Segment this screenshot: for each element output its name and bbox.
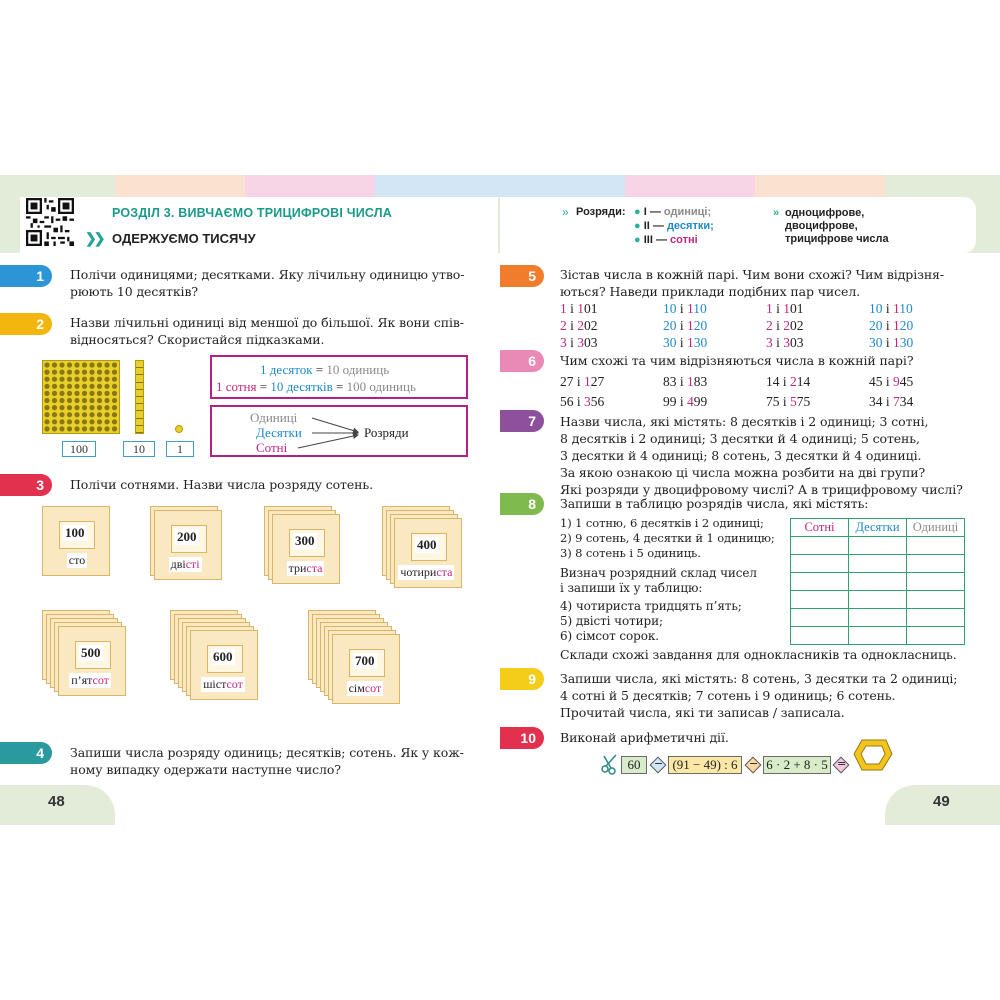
col-tens: Десятки bbox=[849, 519, 907, 537]
color-strip bbox=[0, 175, 115, 197]
ranks-label: Розряди: bbox=[576, 206, 626, 218]
header-panel-right bbox=[500, 197, 976, 253]
card-word: двісті bbox=[170, 557, 200, 571]
card-number: 400 bbox=[417, 537, 437, 552]
table-row[interactable] bbox=[791, 591, 965, 609]
table-row[interactable] bbox=[791, 627, 965, 645]
color-strip bbox=[885, 175, 1000, 197]
task-8-badge: 8 bbox=[500, 493, 544, 515]
gutter bbox=[498, 197, 500, 253]
color-strip bbox=[115, 175, 245, 197]
expr-2: 6 · 2 + 8 · 5 bbox=[763, 756, 831, 774]
number-pair: 30 і 130 bbox=[869, 335, 914, 350]
task-4-text: Запиши числа розряду одиниць; десятків; сотень. Як у кож- ному випадку одержати наступне число? bbox=[70, 745, 464, 777]
label-10: 10 bbox=[123, 441, 155, 457]
table-row[interactable] bbox=[791, 573, 965, 591]
page-number-right: 49 bbox=[933, 793, 950, 810]
task-1-badge: 1 bbox=[0, 265, 52, 287]
number-pair: 27 і 127 bbox=[560, 374, 605, 389]
rank-2: ● ІІ — десятки; bbox=[634, 220, 714, 232]
task-3-badge: 3 bbox=[0, 474, 52, 496]
hundred-card bbox=[58, 626, 126, 696]
task-2-text: Назви лічильні одиниці від меншої до більшої. Як вони спів- відносяться? Скористайся підказками. bbox=[70, 315, 464, 347]
task-3-text: Полічи сотнями. Назви числа розряду сотень. bbox=[70, 477, 373, 492]
unit-cube bbox=[175, 425, 183, 433]
number-pair: 99 і 499 bbox=[663, 394, 708, 409]
label-1: 1 bbox=[166, 441, 194, 457]
qr-code-icon[interactable] bbox=[26, 198, 74, 246]
section-title: РОЗДІЛ 3. ВИВЧАЄМО ТРИЦИФРОВІ ЧИСЛА bbox=[112, 206, 393, 220]
page-number-left: 48 bbox=[48, 793, 65, 810]
color-strip bbox=[755, 175, 885, 197]
number-pair: 3 і 303 bbox=[766, 335, 804, 350]
expr-1: (91 − 49) : 6 bbox=[668, 756, 742, 774]
task-5-badge: 5 bbox=[500, 265, 544, 287]
number-pair: 1 і 101 bbox=[560, 301, 598, 316]
hundred-card bbox=[42, 506, 110, 576]
card-word: сімсот bbox=[348, 681, 382, 695]
hundred-card bbox=[272, 514, 340, 584]
number-pair: 34 і 734 bbox=[869, 394, 914, 409]
hundred-card bbox=[394, 518, 462, 588]
card-word: шістсот bbox=[203, 677, 243, 691]
table-row[interactable] bbox=[791, 609, 965, 627]
number-pair: 2 і 202 bbox=[560, 318, 598, 333]
number-pair: 3 і 303 bbox=[560, 335, 598, 350]
task-6-badge: 6 bbox=[500, 350, 544, 372]
task-8-final: Склади схожі завдання для однокласників та однокласниць. bbox=[560, 647, 957, 662]
card-word: триста bbox=[288, 561, 323, 575]
task-9-badge: 9 bbox=[500, 668, 544, 690]
task-8-items2: 4) чотириста тридцять п’ять; 5) двісті чотири; 6) сімсот сорок. bbox=[560, 599, 742, 643]
ten-rod bbox=[135, 360, 144, 434]
number-pair: 56 і 356 bbox=[560, 394, 605, 409]
number-pair: 10 і 110 bbox=[869, 301, 913, 316]
color-strip bbox=[245, 175, 375, 197]
task-5-text: Зістав числа в кожній парі. Чим вони схожі? Чим відрізня- ються? Наведи приклади подібних пар чисел. bbox=[560, 267, 944, 299]
rank-3: ● ІІІ — сотні bbox=[634, 234, 698, 246]
chevron-icon: » bbox=[773, 207, 780, 219]
frame-icon bbox=[852, 736, 894, 774]
number-pair: 45 і 945 bbox=[869, 374, 914, 389]
number-pair: 14 і 214 bbox=[766, 374, 811, 389]
number-pair: 20 і 120 bbox=[663, 318, 708, 333]
task-8-items: 1) 1 сотню, 6 десятків і 2 одиниці; 2) 9 сотень, 4 десятки й 1 одиницю; 3) 8 сотень і 5 одиниць. bbox=[560, 516, 775, 560]
number-pair: 2 і 202 bbox=[766, 318, 804, 333]
hundred-flat bbox=[42, 360, 120, 434]
hundred-card bbox=[332, 634, 400, 704]
hint-ranks: Одиниці Десятки Сотні Розряди bbox=[210, 405, 468, 457]
number-pair: 1 і 101 bbox=[766, 301, 804, 316]
card-word: п’ятсот bbox=[71, 673, 109, 687]
task-8-mid: Визнач розрядний склад чисел і запиши їх у таблицю: bbox=[560, 566, 757, 595]
card-number: 300 bbox=[295, 533, 315, 548]
digit-types: » одноцифрове, двоцифрове, трицифрове числа bbox=[773, 207, 889, 245]
task-2-badge: 2 bbox=[0, 313, 52, 335]
card-word: чотириста bbox=[400, 565, 453, 579]
task-6-text: Чим схожі та чим відрізняються числа в кожній парі? bbox=[560, 353, 914, 368]
rank-1: ● І — одиниці; bbox=[634, 206, 712, 218]
ranks-table[interactable] bbox=[790, 518, 965, 645]
task-10-badge: 10 bbox=[500, 727, 544, 749]
task-4-badge: 4 bbox=[0, 742, 52, 764]
task-7-badge: 7 bbox=[500, 410, 544, 432]
col-ones: Одиниці bbox=[907, 519, 965, 537]
label-100: 100 bbox=[62, 441, 96, 457]
card-number: 600 bbox=[213, 649, 233, 664]
task-10-text: Виконай арифметичні дії. bbox=[560, 730, 729, 745]
ranks-table-header bbox=[791, 519, 965, 537]
number-pair: 83 і 183 bbox=[663, 374, 708, 389]
table-row[interactable] bbox=[791, 537, 965, 555]
task-8-intro: Запиши в таблицю розрядів числа, які містять: bbox=[560, 496, 869, 511]
card-word: сто bbox=[68, 553, 86, 567]
start-value: 60 bbox=[621, 756, 647, 774]
chevrons-icon: ❯❯ bbox=[85, 230, 103, 246]
hint-equalities: 1 десяток = 10 одиниць 1 сотня = 10 десятків = 100 одиниць bbox=[210, 355, 468, 399]
task-9-text: Запиши числа, які містять: 8 сотень, 3 десятки та 2 одиниці; 4 сотні й 5 десятків; 7 сотень і 9 одиниць; 6 сотень. Прочитай числа, які ти записав / записала. bbox=[560, 671, 958, 720]
number-pair: 75 і 575 bbox=[766, 394, 811, 409]
lesson-title: ОДЕРЖУЄМО ТИСЯЧУ bbox=[112, 231, 256, 246]
card-number: 700 bbox=[355, 653, 375, 668]
hundred-card bbox=[190, 630, 258, 700]
col-hundreds: Сотні bbox=[791, 519, 849, 537]
color-strip bbox=[375, 175, 625, 197]
number-pair: 30 і 130 bbox=[663, 335, 708, 350]
card-number: 500 bbox=[81, 645, 101, 660]
table-row[interactable] bbox=[791, 555, 965, 573]
number-pair: 10 і 110 bbox=[663, 301, 707, 316]
hundred-card bbox=[154, 510, 222, 580]
number-pair: 20 і 120 bbox=[869, 318, 914, 333]
scissors-icon bbox=[600, 753, 620, 775]
arrows-icon bbox=[212, 407, 470, 459]
card-number: 200 bbox=[177, 529, 197, 544]
task-7-text: Назви числа, які містять: 8 десятків і 2 одиниці; 3 сотні, 8 десятків і 2 одиниці; 3 десятки й 4 одиниці; 5 сотень, 3 десятки й 4 одиниці; 8 сотень, 3 десятки й 4 одиниці. За якою ознакою ці числа можна розбити на дві групи? Які розряди у двоцифровому числі? А в трицифровому числі? bbox=[560, 414, 963, 497]
card-number: 100 bbox=[65, 525, 85, 540]
chevron-icon: » bbox=[562, 205, 569, 219]
color-strip bbox=[625, 175, 755, 197]
task-1-text: Полічи одиницями; десятками. Яку лічильну одиницю утво- рюють 10 десятків? bbox=[70, 267, 465, 299]
